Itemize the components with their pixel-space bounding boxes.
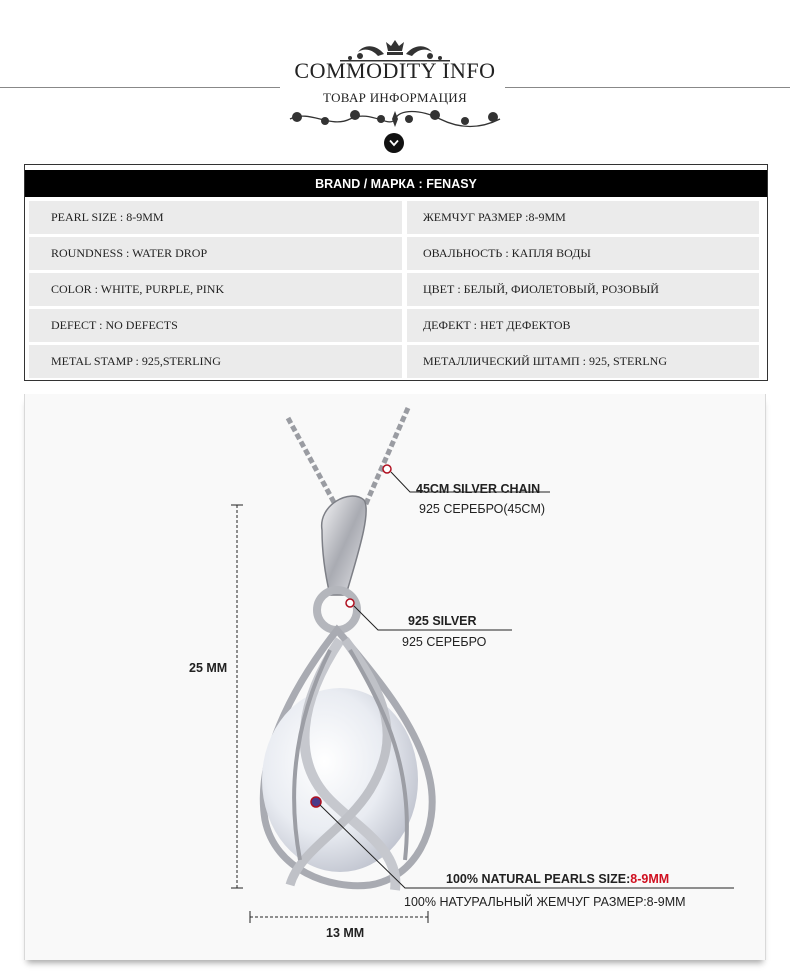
pearl-marker-dot	[311, 797, 321, 807]
spec-defect-ru: ДЕФЕКТ : НЕТ ДЕФЕКТОВ	[407, 309, 759, 342]
spec-pearl-size-ru: ЖЕМЧУГ РАЗМЕР :8-9MM	[407, 201, 759, 234]
width-label: 13 MM	[326, 926, 365, 940]
brand-bar: BRAND / МАРКА : FENASY	[25, 170, 767, 197]
pearl-size-prefix: 100% NATURAL PEARLS SIZE:	[446, 872, 631, 886]
spec-color-ru: ЦВЕТ : БЕЛЫЙ, ФИОЛЕТОВЫЙ, РОЗОВЫЙ	[407, 273, 759, 306]
spec-color-en: COLOR : WHITE, PURPLE, PINK	[29, 273, 402, 306]
chain-label-ru: 925 СЕРЕБРО(45CM)	[419, 502, 546, 516]
page-subtitle: ТОВАР ИНФОРМАЦИЯ	[323, 90, 467, 105]
spec-roundness-en: ROUNDNESS : WATER DROP	[29, 237, 402, 270]
spec-metal-stamp-en: METAL STAMP : 925,STERLING	[29, 345, 402, 378]
pearl-size-value: 8-9MM	[630, 872, 670, 886]
height-label: 25 MM	[189, 661, 228, 675]
page-title: COMMODITY INFO	[294, 58, 496, 83]
spec-roundness-ru: ОВАЛЬНОСТЬ : КАПЛЯ ВОДЫ	[407, 237, 759, 270]
spec-pearl-size-en: PEARL SIZE : 8-9MM	[29, 201, 402, 234]
silver-label: 925 SILVER	[408, 614, 477, 628]
spec-metal-stamp-ru: МЕТАЛЛИЧЕСКИЙ ШТАМП : 925, STERLNG	[407, 345, 759, 378]
pearl-size-label	[446, 872, 669, 886]
chain-marker-dot	[383, 465, 391, 473]
pearl-size-label-ru: 100% НАТУРАЛЬНЫЙ ЖЕМЧУГ РАЗМЕР:8-9MM	[404, 895, 686, 909]
silver-marker-dot	[346, 599, 354, 607]
spec-defect-en: DEFECT : NO DEFECTS	[29, 309, 402, 342]
chain-label: 45CM SILVER CHAIN	[416, 482, 541, 496]
bail	[322, 496, 367, 595]
pearl	[262, 688, 418, 872]
silver-label-ru: 925 СЕРЕБРО	[402, 635, 487, 649]
jump-ring	[317, 590, 357, 630]
